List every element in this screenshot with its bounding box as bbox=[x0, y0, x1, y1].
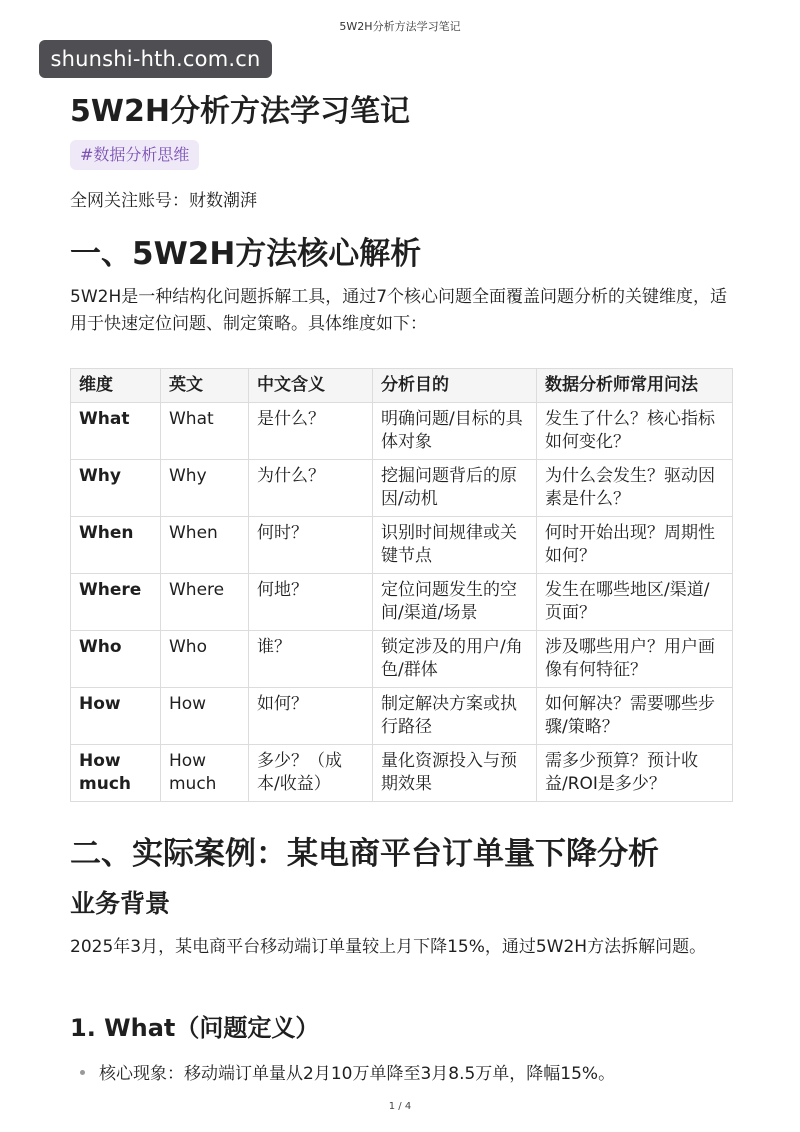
intro-paragraph: 5W2H是一种结构化问题拆解工具，通过7个核心问题全面覆盖问题分析的关键维度，适用于快速定位问题、制定策略。具体维度如下： bbox=[70, 287, 728, 334]
table-header-cell: 维度 bbox=[71, 369, 161, 403]
table-cell: 多少？（成本/收益） bbox=[249, 745, 373, 802]
list-item-text: 核心现象：移动端订单量从2月10万单降至3月8.5万单，降幅15%。 bbox=[99, 1064, 616, 1084]
table-cell: 何时？ bbox=[249, 517, 373, 574]
table-cell: 明确问题/目标的具体对象 bbox=[373, 403, 537, 460]
table-cell: How much bbox=[161, 745, 249, 802]
dimensions-table bbox=[70, 368, 733, 802]
subheading-what: 1. What（问题定义） bbox=[70, 1014, 320, 1042]
table-cell: How much bbox=[71, 745, 161, 802]
table-row bbox=[71, 403, 733, 460]
table-cell: 为什么？ bbox=[249, 460, 373, 517]
page-number: 1 / 4 bbox=[388, 1101, 412, 1112]
table-cell: How bbox=[161, 688, 249, 745]
section-heading-method: 一、5W2H方法核心解析 bbox=[70, 236, 422, 272]
list-item bbox=[80, 1059, 615, 1084]
table-cell: 如何解决？需要哪些步骤/策略？ bbox=[537, 688, 733, 745]
table-cell: 发生在哪些地区/渠道/页面？ bbox=[537, 574, 733, 631]
table-cell: 何地？ bbox=[249, 574, 373, 631]
table-cell: 定位问题发生的空间/渠道/场景 bbox=[373, 574, 537, 631]
table-cell: 何时开始出现？周期性如何？ bbox=[537, 517, 733, 574]
topic-tag[interactable]: #数据分析思维 bbox=[70, 140, 199, 170]
table-cell: Who bbox=[71, 631, 161, 688]
table-cell: Where bbox=[161, 574, 249, 631]
subheading-background: 业务背景 bbox=[70, 889, 171, 918]
table-cell: When bbox=[161, 517, 249, 574]
account-line: 全网关注账号：财数潮湃 bbox=[70, 191, 257, 211]
table-row bbox=[71, 631, 733, 688]
watermark-badge: shunshi-hth.com.cn bbox=[39, 40, 272, 78]
table-cell: When bbox=[71, 517, 161, 574]
document-title: 5W2H分析方法学习笔记 bbox=[70, 94, 410, 129]
table-cell: 是什么？ bbox=[249, 403, 373, 460]
table-row bbox=[71, 574, 733, 631]
table-row bbox=[71, 460, 733, 517]
table-cell: What bbox=[71, 403, 161, 460]
table-cell: 涉及哪些用户？用户画像有何特征？ bbox=[537, 631, 733, 688]
table-cell: 制定解决方案或执行路径 bbox=[373, 688, 537, 745]
table-cell: Why bbox=[161, 460, 249, 517]
table-cell: Who bbox=[161, 631, 249, 688]
table-cell: 锁定涉及的用户/角色/群体 bbox=[373, 631, 537, 688]
table-header-row bbox=[71, 369, 733, 403]
table-cell: 发生了什么？核心指标如何变化？ bbox=[537, 403, 733, 460]
table-header-cell: 中文含义 bbox=[249, 369, 373, 403]
bullet-dot-icon bbox=[80, 1070, 85, 1075]
table-cell: 为什么会发生？驱动因素是什么？ bbox=[537, 460, 733, 517]
table-cell: Where bbox=[71, 574, 161, 631]
table-header-cell: 分析目的 bbox=[373, 369, 537, 403]
table-cell: 挖掘问题背后的原因/动机 bbox=[373, 460, 537, 517]
table-header-cell: 英文 bbox=[161, 369, 249, 403]
background-paragraph: 2025年3月，某电商平台移动端订单量较上月下降15%，通过5W2H方法拆解问题。 bbox=[70, 937, 707, 957]
table-cell: What bbox=[161, 403, 249, 460]
table-cell: 识别时间规律或关键节点 bbox=[373, 517, 537, 574]
table-cell: Why bbox=[71, 460, 161, 517]
table-cell: 如何？ bbox=[249, 688, 373, 745]
table-cell: How bbox=[71, 688, 161, 745]
table-header-cell: 数据分析师常用问法 bbox=[537, 369, 733, 403]
table-row bbox=[71, 745, 733, 802]
table-cell: 需多少预算？预计收益/ROI是多少？ bbox=[537, 745, 733, 802]
table-cell: 量化资源投入与预期效果 bbox=[373, 745, 537, 802]
running-header: 5W2H分析方法学习笔记 bbox=[339, 20, 461, 33]
table-cell: 谁？ bbox=[249, 631, 373, 688]
section-heading-case: 二、实际案例：某电商平台订单量下降分析 bbox=[70, 836, 659, 872]
table-row bbox=[71, 517, 733, 574]
table-row bbox=[71, 688, 733, 745]
